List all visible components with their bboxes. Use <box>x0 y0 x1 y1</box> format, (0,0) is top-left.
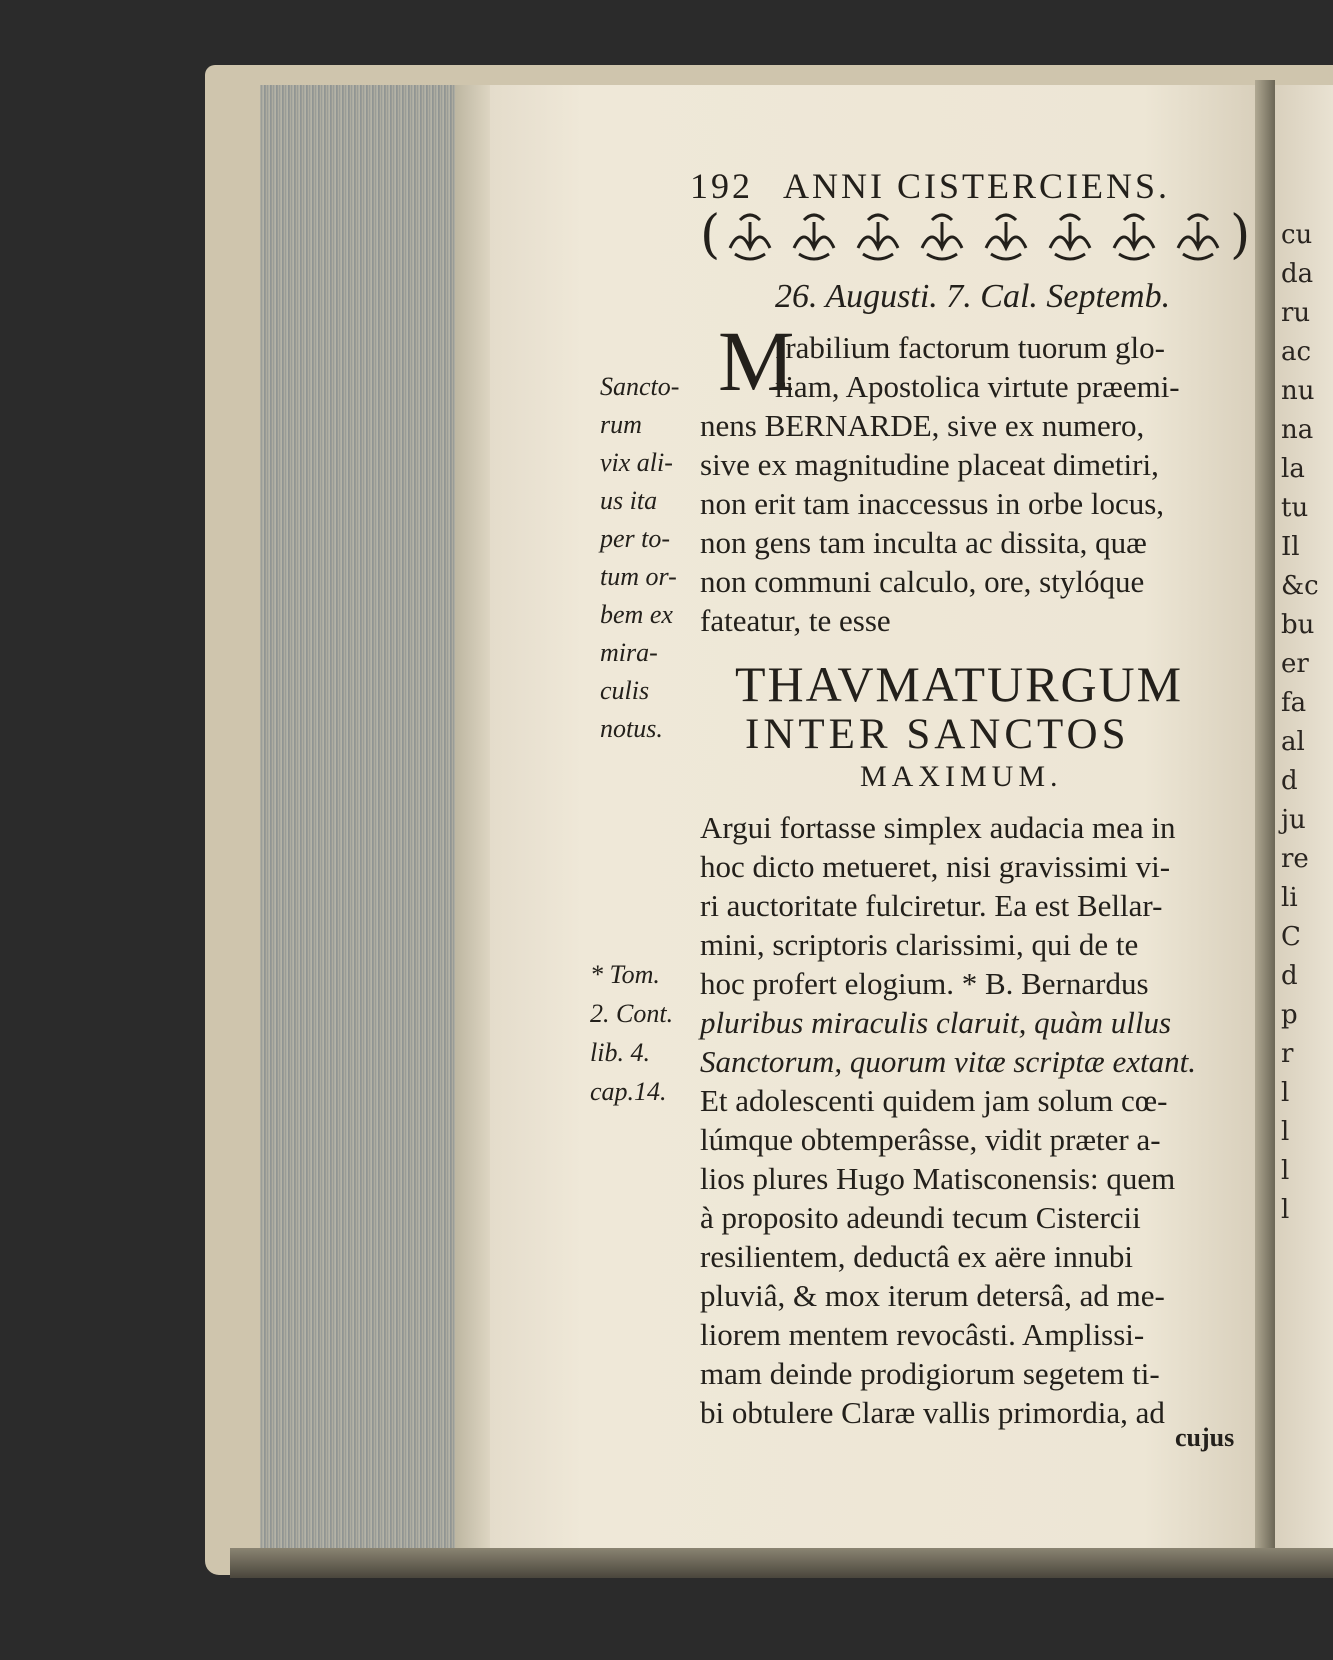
display-line-2: INTER SANCTOS <box>745 711 1130 758</box>
page-number: 192 <box>690 166 753 206</box>
next-page-fragment: l <box>1281 1156 1290 1186</box>
body-line: Argui fortasse simplex audacia mea in <box>700 810 1176 845</box>
margin-reference: cap.14. <box>590 1077 667 1106</box>
margin-note: Sancto- <box>600 372 680 401</box>
svg-text:): ) <box>1230 205 1251 265</box>
body-line: resilientem, deductâ ex aëre innubi <box>700 1239 1133 1274</box>
body-line: à proposito adeundi tecum Cistercii <box>700 1200 1141 1235</box>
next-page-fragment: p <box>1281 1000 1298 1030</box>
next-page-fragment: bu <box>1281 610 1315 640</box>
body-line: Et adolescenti quidem jam solum cœ- <box>700 1083 1168 1118</box>
next-page-fragment: da <box>1281 259 1314 289</box>
margin-note: mira- <box>600 638 658 667</box>
margin-reference: lib. 4. <box>590 1038 650 1067</box>
body-line: riam, Apostolica virtute præemi- <box>775 369 1180 404</box>
ornament-motif <box>1178 215 1218 259</box>
next-page-fragment: er <box>1281 649 1309 679</box>
next-page-fragment: l <box>1281 1195 1290 1225</box>
body-line: hoc dicto metueret, nisi gravissimi vi- <box>700 849 1171 884</box>
next-page-fragment: &c <box>1281 571 1319 601</box>
margin-note: rum <box>600 410 642 439</box>
margin-reference: 2. Cont. <box>590 999 674 1028</box>
margin-note: tum or- <box>600 562 677 591</box>
next-page-fragment: ru <box>1281 298 1311 328</box>
body-line: non communi calculo, ore, stylóque <box>700 564 1145 599</box>
margin-note: per to- <box>600 524 671 553</box>
running-title: ANNI CISTERCIENS. <box>783 166 1171 206</box>
ornament-motif <box>1050 215 1090 259</box>
margin-note: vix ali- <box>600 448 673 477</box>
body-line: bi obtulere Claræ vallis primordia, ad <box>700 1395 1165 1430</box>
body-line: non gens tam inculta ac dissita, quæ <box>700 525 1147 560</box>
book-gutter <box>1255 80 1275 1565</box>
body-line: sive ex magnitudine placeat dimetiri, <box>700 447 1159 482</box>
display-line-3: MAXIMUM. <box>860 760 1063 793</box>
next-page-fragment: fa <box>1281 688 1307 718</box>
body-line: lios plures Hugo Matisconensis: quem <box>700 1161 1176 1196</box>
body-line: pluviâ, & mox iterum detersâ, ad me- <box>700 1278 1165 1313</box>
ornament-motif <box>986 215 1026 259</box>
body-line: fateatur, te esse <box>700 603 891 638</box>
next-page-fragment: Il <box>1281 532 1300 562</box>
ornament-motif <box>730 215 770 259</box>
ornament-motif <box>858 215 898 259</box>
next-page-fragment: l <box>1281 1078 1290 1108</box>
ornamental-border <box>700 205 1251 265</box>
book-bottom-edge <box>230 1548 1333 1578</box>
display-line-1: THAVMATURGUM <box>735 656 1184 712</box>
ornament-motif <box>922 215 962 259</box>
next-page-fragment: re <box>1281 844 1309 874</box>
body-line: mini, scriptoris clarissimi, qui de te <box>700 927 1139 962</box>
catchword: cujus <box>1175 1423 1235 1452</box>
date-line: 26. Augusti. 7. Cal. Septemb. <box>775 278 1171 315</box>
next-page-fragment: la <box>1281 454 1305 484</box>
body-line: liorem mentem revocâsti. Amplissi- <box>700 1317 1145 1352</box>
right-page-fragment <box>1275 85 1333 1565</box>
next-page-fragment: na <box>1281 415 1314 445</box>
next-page-fragment: d <box>1281 961 1298 991</box>
next-page-fragment: li <box>1281 883 1298 913</box>
body-line: lúmque obtemperâsse, vidit præter a- <box>700 1122 1161 1157</box>
next-page-fragment: l <box>1281 1117 1290 1147</box>
next-page-fragment: ju <box>1281 805 1306 835</box>
next-page-fragment: nu <box>1281 376 1315 406</box>
next-page-fragment: C <box>1281 922 1301 952</box>
body-line: Irabilium factorum tuorum glo- <box>775 330 1165 365</box>
next-page-fragment: d <box>1281 766 1298 796</box>
svg-text:(: ( <box>700 205 721 265</box>
next-page-fragment: ac <box>1281 337 1312 367</box>
body-line: ri auctoritate fulciretur. Ea est Bellar- <box>700 888 1163 923</box>
next-page-fragment: al <box>1281 727 1305 757</box>
next-page-fragment: tu <box>1281 493 1309 523</box>
page-edge-inner <box>455 85 495 1555</box>
next-page-fragment: r <box>1281 1039 1294 1069</box>
body-line: pluribus miraculis claruit, quàm ullus <box>700 1005 1172 1040</box>
ornament-motif <box>1114 215 1154 259</box>
margin-reference: * Tom. <box>590 960 660 989</box>
body-line: non erit tam inaccessus in orbe locus, <box>700 486 1165 521</box>
margin-note: bem ex <box>600 600 673 629</box>
next-page-fragment: cu <box>1281 220 1313 250</box>
body-line: mam deinde prodigiorum segetem ti- <box>700 1356 1160 1391</box>
body-line: nens BERNARDE, sive ex numero, <box>700 408 1145 443</box>
ornament-motif <box>794 215 834 259</box>
running-head <box>690 165 1170 207</box>
body-line: Sanctorum, quorum vitæ scriptæ extant. <box>700 1044 1196 1079</box>
body-line: hoc profert elogium. * B. Bernardus <box>700 966 1149 1001</box>
margin-note: us ita <box>600 486 658 515</box>
margin-note: notus. <box>600 714 663 743</box>
drop-cap: M <box>718 313 795 409</box>
margin-note: culis <box>600 676 650 705</box>
